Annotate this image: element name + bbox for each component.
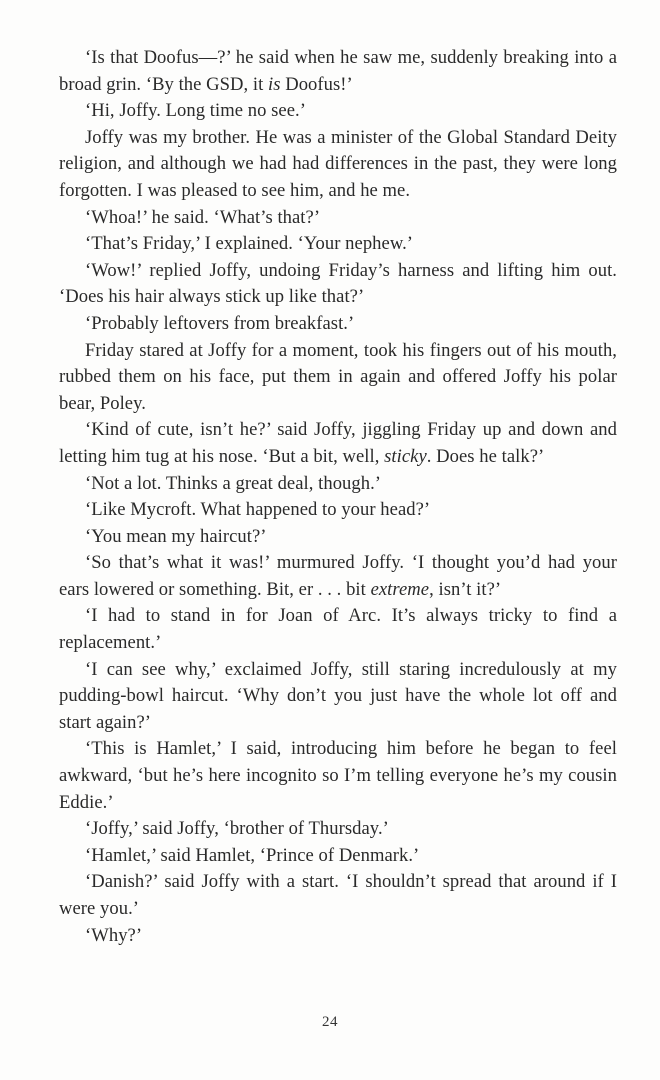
text-run: ‘So that’s what it was!’ murmured Joffy. ‘I thought you’d had your ears lowered or something. Bit, er . . . bit bbox=[59, 552, 617, 600]
text-run: ‘Joffy,’ said Joffy, ‘brother of Thursday.’ bbox=[85, 818, 389, 840]
paragraph bbox=[59, 205, 617, 232]
text-run: ‘That’s Friday,’ I explained. ‘Your nephew.’ bbox=[85, 233, 414, 255]
paragraph bbox=[59, 311, 617, 338]
paragraph bbox=[59, 471, 617, 498]
text-run: ‘Wow!’ replied Joffy, undoing Friday’s harness and lifting him out. ‘Does his hair always stick up like that?’ bbox=[59, 259, 617, 308]
text-run: . Does he talk?’ bbox=[426, 445, 545, 467]
text-run: Friday stared at Joffy for a moment, took his fingers out of his mouth, rubbed them on his face, put them in again and offered Joffy his polar bear, Poley. bbox=[59, 339, 617, 414]
text-run: Joffy was my brother. He was a minister of the Global Standard Deity religion, and although we had had differences in the past, they were long forgotten. I was pleased to see him, and he me. bbox=[59, 126, 617, 201]
paragraph bbox=[59, 524, 617, 551]
paragraph bbox=[59, 657, 617, 737]
page-number: 24 bbox=[322, 1014, 338, 1030]
text-run: ‘I had to stand in for Joan of Arc. It’s always tricky to find a replacement.’ bbox=[59, 605, 617, 654]
text-run: ‘Hi, Joffy. Long time no see.’ bbox=[85, 100, 306, 122]
paragraph bbox=[59, 125, 617, 205]
paragraph bbox=[59, 258, 617, 311]
paragraph bbox=[59, 869, 617, 922]
text-run: ‘You mean my haircut?’ bbox=[85, 525, 267, 547]
text-run: ‘Kind of cute, isn’t he?’ said Joffy, jiggling Friday up and down and letting him tug at his nose. ‘But a bit, well, bbox=[59, 419, 617, 467]
text-run: , isn’t it?’ bbox=[429, 578, 502, 600]
italic-text: extreme bbox=[370, 578, 430, 600]
text-run: ‘Not a lot. Thinks a great deal, though.’ bbox=[85, 472, 382, 494]
paragraph bbox=[59, 417, 617, 470]
paragraph bbox=[59, 816, 617, 843]
paragraph bbox=[59, 98, 617, 125]
text-run: ‘Probably leftovers from breakfast.’ bbox=[85, 312, 355, 334]
text-run: ‘This is Hamlet,’ I said, introducing him before he began to feel awkward, ‘but he’s here incognito so I’m telling everyone he’s my cousin Eddie.’ bbox=[59, 738, 617, 813]
paragraph bbox=[59, 550, 617, 603]
body-text bbox=[59, 45, 617, 949]
text-run: ‘Whoa!’ he said. ‘What’s that?’ bbox=[85, 206, 321, 228]
text-run: ‘Hamlet,’ said Hamlet, ‘Prince of Denmark.’ bbox=[85, 844, 420, 866]
italic-text: is bbox=[268, 73, 281, 95]
italic-text: sticky bbox=[384, 445, 427, 467]
text-run: ‘Like Mycroft. What happened to your head?’ bbox=[85, 499, 431, 521]
paragraph bbox=[59, 45, 617, 98]
paragraph bbox=[59, 231, 617, 258]
paragraph bbox=[59, 843, 617, 870]
paragraph bbox=[59, 923, 617, 950]
text-run: ‘Why?’ bbox=[85, 924, 143, 946]
paragraph bbox=[59, 603, 617, 656]
paragraph bbox=[59, 497, 617, 524]
text-run: ‘Danish?’ said Joffy with a start. ‘I shouldn’t spread that around if I were you.’ bbox=[59, 871, 617, 919]
paragraph bbox=[59, 338, 617, 418]
text-run: ‘Is that Doofus—?’ he said when he saw me, suddenly breaking into a broad grin. ‘By the GSD, it bbox=[59, 47, 617, 95]
paragraph bbox=[59, 736, 617, 816]
text-run: ‘I can see why,’ exclaimed Joffy, still staring incredulously at my pudding-bowl haircut. ‘Why don’t you just have the whole lot off and start again?’ bbox=[59, 658, 617, 733]
text-run: Doofus!’ bbox=[280, 73, 353, 95]
